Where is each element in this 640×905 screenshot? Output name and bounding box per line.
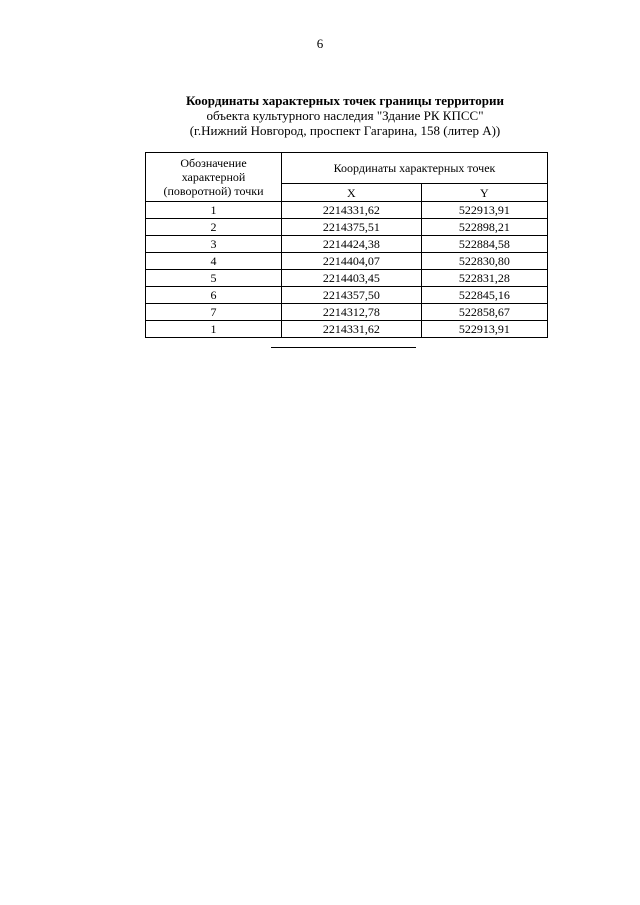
cell-x: 2214357,50: [282, 287, 422, 304]
header-designation: Обозначение характерной (поворотной) точки: [146, 153, 282, 202]
cell-point: 3: [146, 236, 282, 253]
title-line-1: Координаты характерных точек границы территории: [186, 93, 504, 108]
cell-y: 522831,28: [421, 270, 547, 287]
cell-point: 6: [146, 287, 282, 304]
cell-x: 2214375,51: [282, 219, 422, 236]
cell-y: 522913,91: [421, 202, 547, 219]
title-line-2: объекта культурного наследия "Здание РК КПСС": [206, 108, 484, 123]
cell-y: 522898,21: [421, 219, 547, 236]
cell-y: 522858,67: [421, 304, 547, 321]
cell-point: 4: [146, 253, 282, 270]
table-row: [146, 270, 548, 287]
table-row: [146, 202, 548, 219]
table-row: [146, 304, 548, 321]
cell-point: 1: [146, 321, 282, 338]
cell-point: 5: [146, 270, 282, 287]
cell-y: 522884,58: [421, 236, 547, 253]
cell-point: 2: [146, 219, 282, 236]
header-coordinates: Координаты характерных точек: [282, 153, 548, 184]
cell-x: 2214403,45: [282, 270, 422, 287]
cell-x: 2214331,62: [282, 321, 422, 338]
cell-x: 2214331,62: [282, 202, 422, 219]
title-line-3: (г.Нижний Новгород, проспект Гагарина, 158 (литер А)): [189, 123, 501, 138]
cell-x: 2214424,38: [282, 236, 422, 253]
coordinates-table: [145, 152, 548, 338]
cell-y: 522830,80: [421, 253, 547, 270]
header-y: Y: [421, 184, 547, 202]
cell-x: 2214312,78: [282, 304, 422, 321]
cell-x: 2214404,07: [282, 253, 422, 270]
closing-rule-divider: [271, 347, 416, 348]
page-number: 6: [316, 36, 324, 51]
table-row: [146, 253, 548, 270]
cell-point: 7: [146, 304, 282, 321]
table-row: [146, 321, 548, 338]
cell-y: 522913,91: [421, 321, 547, 338]
cell-y: 522845,16: [421, 287, 547, 304]
header-x: X: [282, 184, 422, 202]
table-row: [146, 287, 548, 304]
cell-point: 1: [146, 202, 282, 219]
document-title: [0, 93, 640, 138]
table-row: [146, 236, 548, 253]
table-row: [146, 219, 548, 236]
